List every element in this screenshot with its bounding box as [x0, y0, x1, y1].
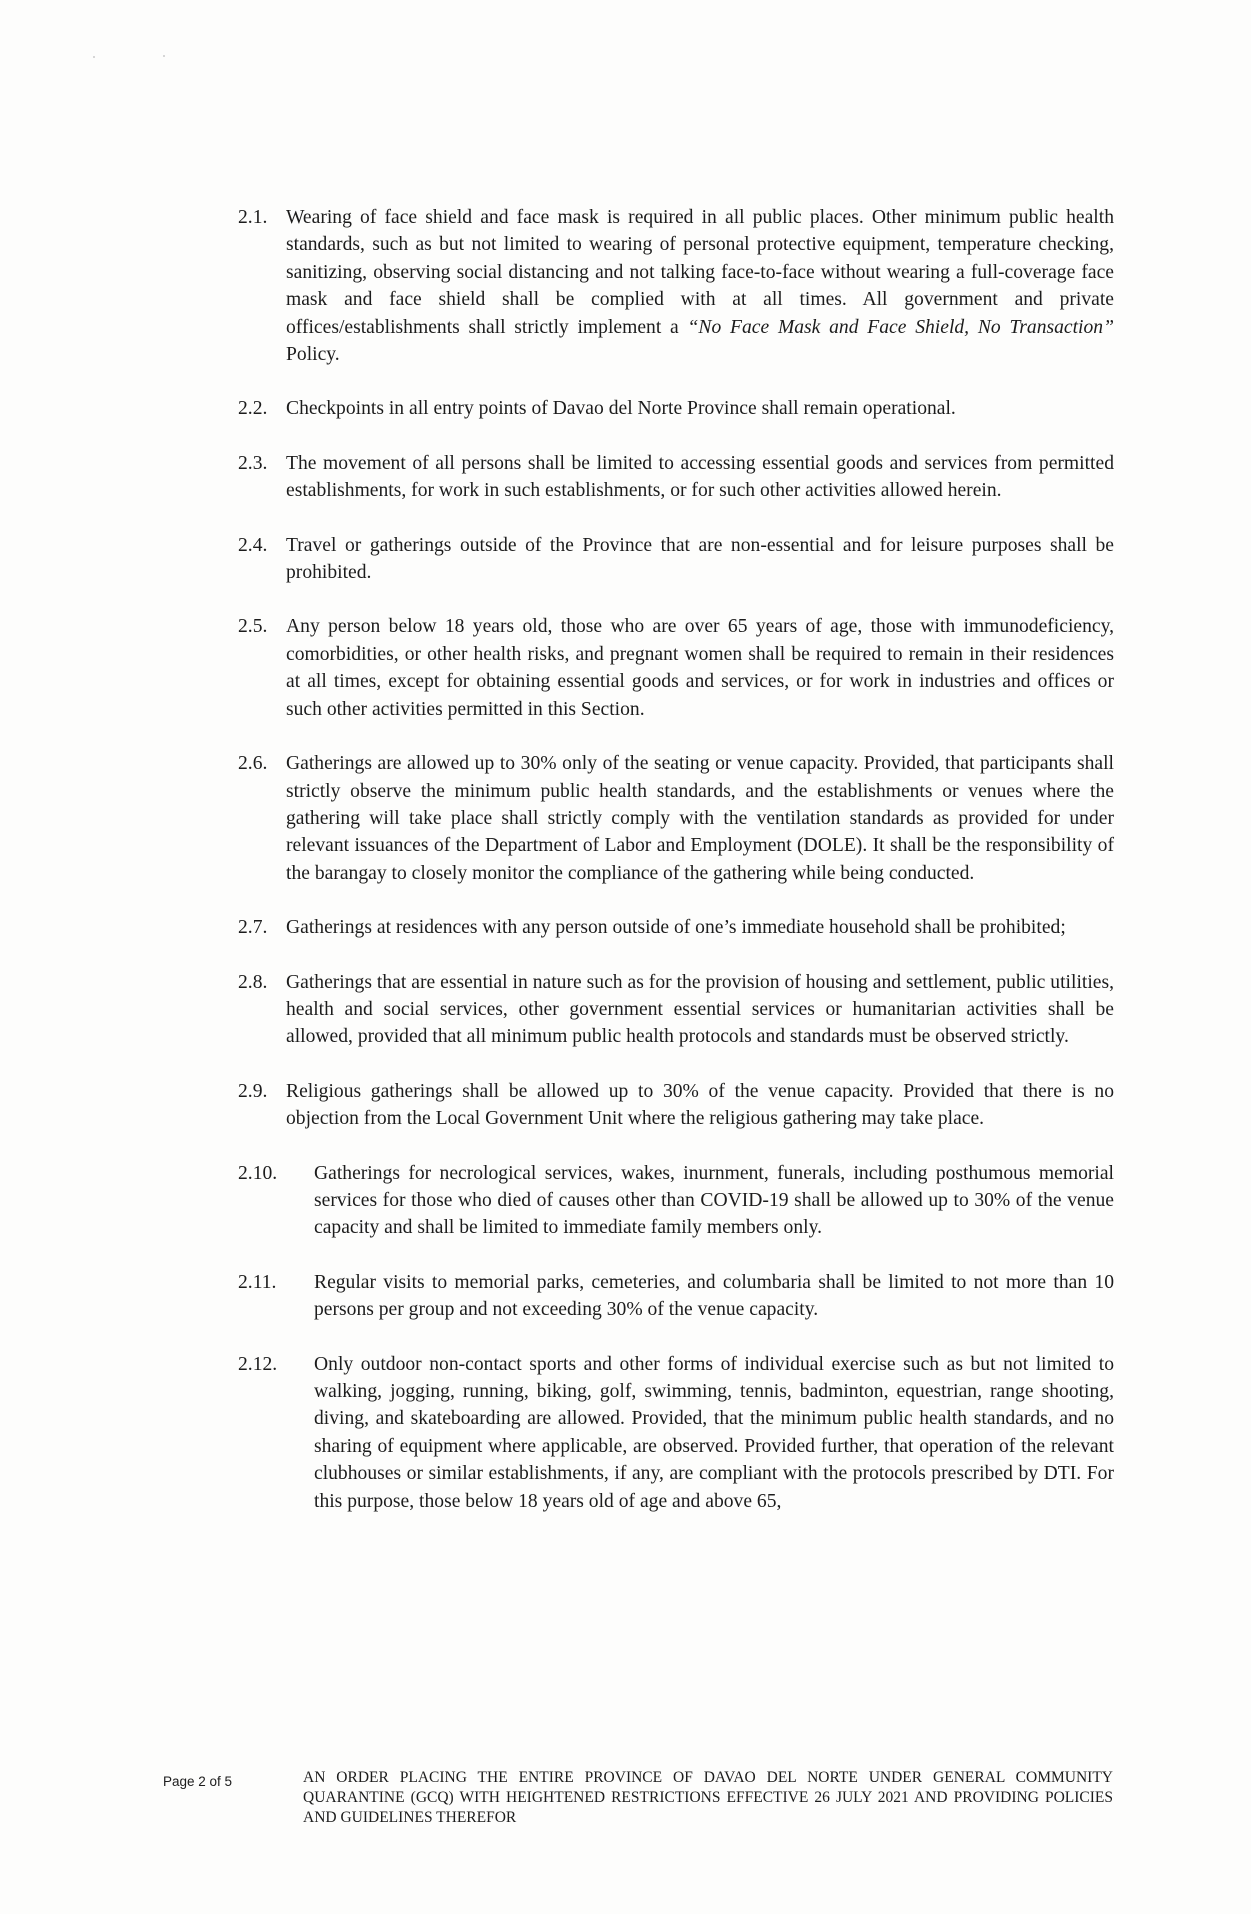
- scan-speck: [93, 56, 95, 58]
- provision-number: 2.10.: [238, 1162, 278, 1184]
- provision-2-7: [238, 914, 1114, 941]
- provision-2-11: [238, 1269, 1114, 1324]
- provision-number: 2.12.: [238, 1353, 278, 1375]
- page-number: Page 2 of 5: [163, 1774, 233, 1789]
- provision-2-10: [238, 1160, 1114, 1242]
- provision-2-12: [238, 1351, 1114, 1515]
- provision-number: 2.11.: [238, 1271, 277, 1293]
- provision-number: 2.9.: [238, 1080, 268, 1102]
- order-title: AN ORDER PLACING THE ENTIRE PROVINCE OF DAVAO DEL NORTE UNDER GENERAL COMMUNITY QUARANTINE (GCQ) WITH HEIGHTENED RESTRICTIONS EFFECTIVE 26 JULY 2021 AND PROVIDING POLICIES AND GUIDELINES THEREFOR: [303, 1769, 1113, 1826]
- provision-number: 2.8.: [238, 971, 268, 993]
- provision-text: Gatherings that are essential in nature such as for the provision of housing and settlement, public utilities, health and social services, other government essential services or humanitarian activities shall be allowed, provided that all minimum public health protocols and standards must be observed strictly.: [286, 971, 1114, 1048]
- provision-text: The movement of all persons shall be limited to accessing essential goods and services from permitted establishments, for work in such establishments, or for such other activities allowed herein.: [286, 452, 1114, 502]
- provision-text: Religious gatherings shall be allowed up to 30% of the venue capacity. Provided that there is no objection from the Local Government Unit where the religious gathering may take place.: [286, 1080, 1114, 1130]
- provision-text: Travel or gatherings outside of the Province that are non-essential and for leisure purposes shall be prohibited.: [286, 534, 1114, 584]
- provision-number: 2.7.: [238, 917, 268, 939]
- provision-text: Regular visits to memorial parks, cemeteries, and columbaria shall be limited to not more than 10 persons per group and not exceeding 30% of the venue capacity.: [314, 1271, 1114, 1321]
- provision-number: 2.6.: [238, 753, 268, 775]
- provisions-list: [238, 204, 1114, 1515]
- provision-text: Wearing of face shield and face mask is required in all public places. Other minimum public health standards, such as but not limited to wearing of personal protective equipment, temperature checking, sanitizing, observing social distancing and not talking face-to-face without wearing a full-coverage face mask and face shield shall be complied with at all times. All government and private offices/establishments shall strictly implement a “No Face Mask and Face Shield, No Transaction” Policy.: [286, 207, 1114, 366]
- provision-2-4: [238, 532, 1114, 587]
- provision-2-5: [238, 613, 1114, 723]
- provision-number: 2.1.: [238, 207, 268, 228]
- provision-text: Only outdoor non-contact sports and other forms of individual exercise such as but not limited to walking, jogging, running, biking, golf, swimming, tennis, badminton, equestrian, range shooting, diving, and skateboarding are allowed. Provided, that the minimum public health standards, and no sharing of equipment where applicable, are observed. Provided further, that operation of the relevant clubhouses or similar establishments, if any, are compliant with the protocols prescribed by DTI. For this purpose, those below 18 years old of age and above 65,: [314, 1353, 1114, 1512]
- policy-name: “No Face Mask and Face Shield, No Transaction”: [687, 316, 1114, 338]
- scan-speck: [163, 55, 165, 57]
- provision-2-3: [238, 450, 1114, 505]
- provision-text: Gatherings at residences with any person outside of one’s immediate household shall be prohibited;: [286, 917, 1066, 939]
- provision-2-8: [238, 969, 1114, 1051]
- provision-2-6: [238, 750, 1114, 887]
- provision-text: Any person below 18 years old, those who are over 65 years of age, those with immunodeficiency, comorbidities, or other health risks, and pregnant women shall be required to remain in their residences at all times, except for obtaining essential goods and services, or for work in industries and offices or such other activities permitted in this Section.: [286, 616, 1114, 720]
- provision-number: 2.3.: [238, 452, 268, 474]
- provision-text: Gatherings for necrological services, wakes, inurnment, funerals, including posthumous memorial services for those who died of causes other than COVID-19 shall be allowed up to 30% of the venue capacity and shall be limited to immediate family members only.: [314, 1162, 1114, 1239]
- provision-2-9: [238, 1078, 1114, 1133]
- provision-number: 2.2.: [238, 398, 268, 420]
- provision-number: 2.5.: [238, 616, 268, 638]
- provision-number: 2.4.: [238, 534, 268, 556]
- provision-2-2: [238, 395, 1114, 422]
- provision-text: Gatherings are allowed up to 30% only of the seating or venue capacity. Provided, that participants shall strictly observe the minimum public health standards, and the establishments or venues where the gathering will take place shall strictly comply with the ventilation standards as provided for under relevant issuances of the Department of Labor and Employment (DOLE). It shall be the responsibility of the barangay to closely monitor the compliance of the gathering while being conducted.: [286, 753, 1114, 884]
- provision-text: Checkpoints in all entry points of Davao del Norte Province shall remain operational.: [286, 398, 956, 420]
- provision-2-1: [238, 204, 1114, 368]
